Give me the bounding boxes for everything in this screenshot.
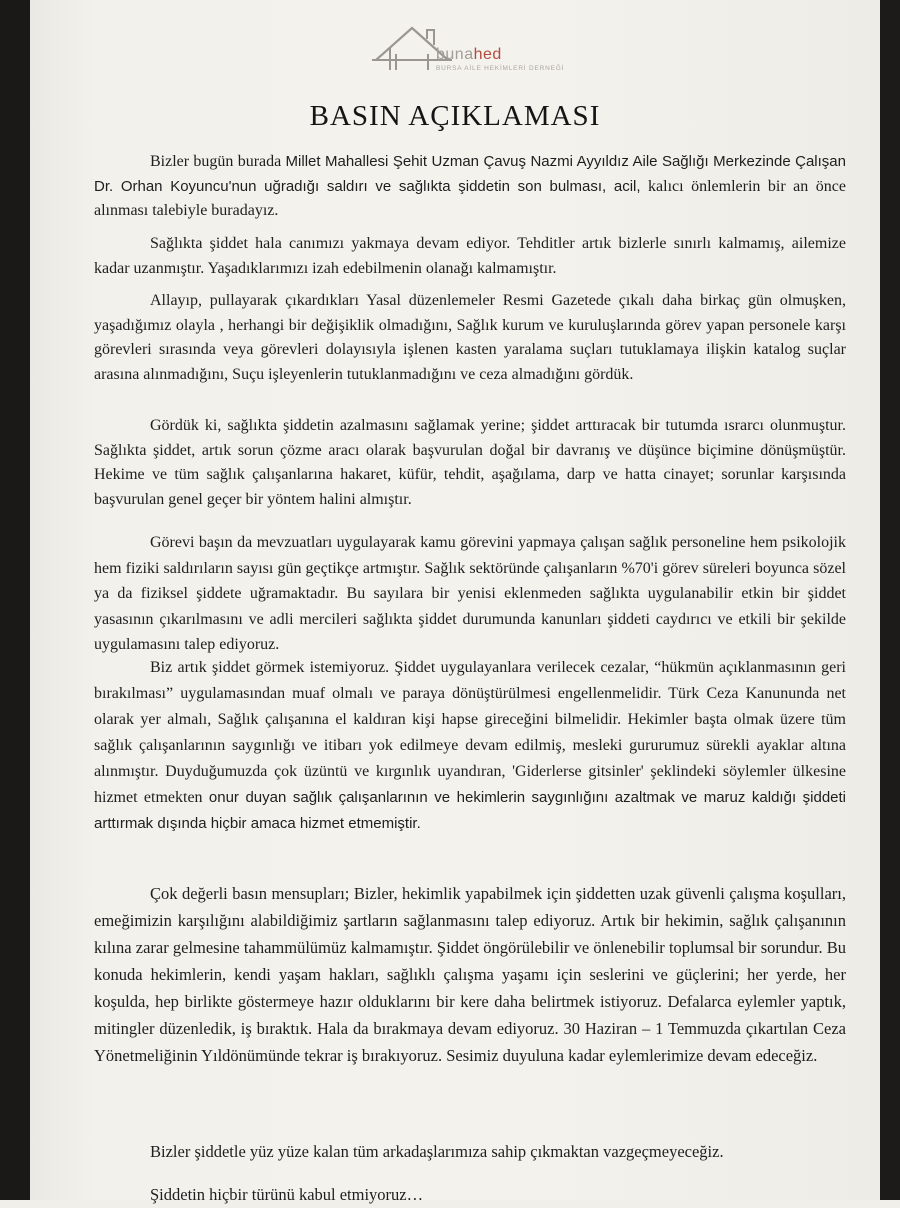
paragraph-6-main: Biz artık şiddet görmek istemiyoruz. Şiddet uygulayanlara verilecek cezalar, “hükmün açıklanmasının geri bırakılması” uygulamasından muaf olmalı ve paraya dönüştürülmesi engellenmelidir. Türk Ceza Kanununda net olarak yer almalı, Sağlık çalışanına el kaldıran kişi hapse gireceğini bilmelidir. Hekimler başta olmak üzere tüm sağlık çalışanlarının saygınlığı ve itibarı yok edilmeye devam edilmiş, mesleki gururumuz sürekli ayaklar altına alınmıştır. Duyduğumuzda çok üzüntü ve kırgınlık uyandıran, 'Giderlerse gitsinler' şeklindeki söylemler ülkesine hizmet etmekten bbox=[94, 659, 846, 806]
paragraph-1 bbox=[94, 150, 846, 224]
paragraph-7: Çok değerli basın mensupları; Bizler, hekimlik yapabilmek için şiddetten uzak güvenli çalışma koşulları, emeğimizin karşılığını alabildiğimiz şartların sağlanmasını talep ediyoruz. Artık bir hekimin, sağlık çalışanının kılına zarar gelmesine tahammülümüz kalmamıştır. Şiddet öngörülebilir ve önlenebilir toplumsal bir sorundur. Bu konuda hekimlerin, kendi yaşam hakları, sağlıklı çalışma yaşamı için seslerini ve güçlerini; her yerde, her koşulda, hep birlikte göstermeye hazır olduklarını bir kere daha belirtmek istiyoruz. Defalarca eylemler yaptık, mitingler düzenledik, iş bıraktık. Hala da bırakmaya devam ediyoruz. 30 Haziran – 1 Temmuzda çıkartılan Ceza Yönetmeliğinin Yıldönümünde tekrar iş bırakıyoruz. Sesimiz duyuluna kadar eylemlerimize devam edeceğiz. bbox=[94, 884, 846, 1065]
left-background-edge bbox=[0, 0, 30, 1200]
logo-wordmark-part1: buna bbox=[436, 46, 474, 63]
paragraph-6 bbox=[94, 655, 846, 837]
paragraph-2: Sağlıkta şiddet hala canımızı yakmaya devam ediyor. Tehditler artık bizlerle sınırlı kalmamış, ailemize kadar uzanmıştır. Yaşadıklarımızı izah edebilmenin olanağı kalmamıştır. bbox=[94, 235, 846, 277]
logo-wordmark bbox=[436, 46, 502, 64]
paragraph-6-end: onur duyan sağlık çalışanlarının ve hekimlerin saygınlığını azaltmak ve maruz kaldığı şiddeti arttırmak dışında hiçbir amaca hizmet etmemiştir. bbox=[94, 789, 846, 832]
paragraph-3: Allayıp, pullayarak çıkardıkları Yasal düzenlemeler Resmi Gazetede çıkalı daha birkaç gün olmuşken, yaşadığımız olayla , herhangi bir değişiklik olmadığını, Sağlık kurum ve kuruluşlarında görev yapan personele karşı görevleri sırasında veya görevleri dolayısıyla işlenen kasten yaralama suçları tutuklamaya ilişkin katalog suçlar arasına alınmadığını, Suçu işleyenlerin tutuklanmadığını ve ceza almadığını gördük. bbox=[94, 292, 846, 383]
logo-wordmark-part2: hed bbox=[473, 46, 502, 63]
document-page bbox=[30, 0, 880, 1204]
page-title: BASIN AÇIKLAMASI bbox=[309, 100, 601, 132]
paragraph-1-end: kalıcı önlemlerin bir an önce alınması talebiyle buradayız. bbox=[94, 177, 846, 219]
paragraph-5: Görevi başın da mevzuatları uygulayarak kamu görevini yapmaya çalışan sağlık personeline hem psikolojik hem fiziki saldırıların sayısı gün geçtikçe artmıştır. Sağlık sektöründe çalışanların %70'i görev süreleri boyunca sözel ya da fiziksel şiddete uğramaktadır. Bu sayılara bir yenisi eklenmeden sağlıkta uygulanabilir etkin bir şiddet yasasının çıkarılmasını ve adli mercileri sağlıkta şiddet durumunda kanunları şiddeti caydırıcı ve etkili bir şekilde uygulamasını talep ediyoruz. bbox=[94, 534, 846, 653]
paragraph-1-location: Millet Mahallesi Şehit Uzman Çavuş Nazmi Ayyıldız Aile Sağlığı Merkezinde Çalışan Dr. Orhan Koyuncu'nun uğradığı saldırı ve sağlıkta şiddetin son bulması, acil, bbox=[94, 153, 846, 195]
right-background-edge bbox=[880, 0, 900, 1200]
logo-tagline: BURSA AİLE HEKİMLERİ DERNEĞİ bbox=[436, 65, 565, 72]
paragraph-8: Bizler şiddetle yüz yüze kalan tüm arkadaşlarımıza sahip çıkmaktan vazgeçmeyeceğiz. bbox=[150, 1142, 724, 1161]
association-logo bbox=[372, 20, 612, 78]
paragraph-4: Gördük ki, sağlıkta şiddetin azalmasını sağlamak yerine; şiddet arttıracak bir tutumda ısrarcı olunmuştur. Sağlıkta şiddet, artık sorun çözme aracı olarak başvurulan doğal bir davranış ve düşünce biçimine dönüşmüştür. Hekime ve tüm sağlık çalışanlarına hakaret, küfür, tehdit, aşağılama, darp ve hatta cinayet; sorunlar karşısında başvurulan genel geçer bir yöntem halini almıştır. bbox=[94, 417, 846, 508]
paragraph-1-intro: Bizler bugün burada bbox=[150, 153, 286, 170]
paragraph-9: Şiddetin hiçbir türünü kabul etmiyoruz… bbox=[150, 1185, 424, 1204]
